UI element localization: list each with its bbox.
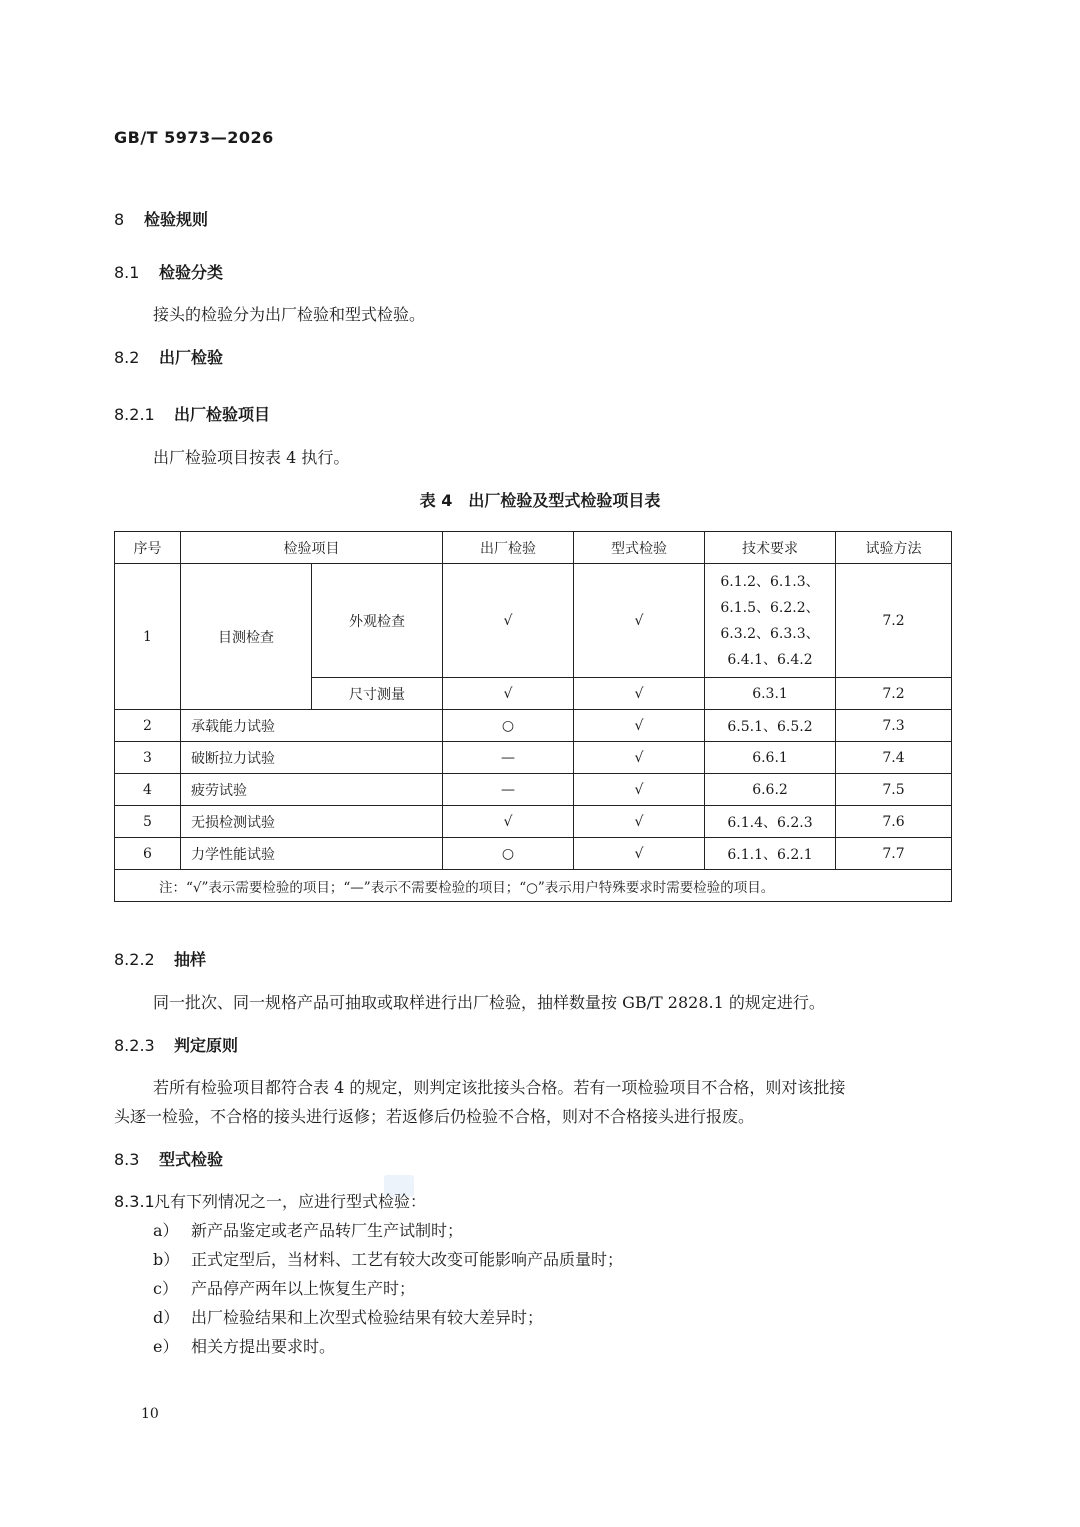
tech-line: 6.1.5、6.2.2、 (720, 599, 820, 616)
list-label: c） (153, 1279, 178, 1298)
cell-tech: 6.5.1、6.5.2 (705, 710, 836, 742)
section-8-2-1-heading (114, 402, 270, 425)
cell-type: √ (574, 838, 705, 870)
list-text: 相关方提出要求时。 (191, 1337, 336, 1356)
list-label: a） (153, 1221, 179, 1240)
list-label: e） (153, 1337, 179, 1356)
cell-tech: 6.6.2 (705, 774, 836, 806)
table-row (115, 806, 952, 838)
cell-method: 7.7 (836, 838, 952, 870)
table-caption: 表 4 出厂检验及型式检验项目表 (419, 491, 661, 510)
list-text: 出厂检验结果和上次型式检验结果有较大差异时； (191, 1308, 544, 1327)
inspection-items-table (114, 531, 952, 902)
cell-tech: 6.1.1、6.2.1 (705, 838, 836, 870)
cell-method: 7.2 (836, 678, 952, 710)
cell-no: 1 (115, 564, 181, 710)
cell-method: 7.6 (836, 806, 952, 838)
table-note: 注：“√”表示需要检验的项目；“—”表示不需要检验的项目；“○”表示用户特殊要求时需要检验的项目。 (115, 870, 952, 902)
cell-tech: 6.6.1 (705, 742, 836, 774)
header-no: 序号 (115, 532, 181, 564)
cell-method: 7.2 (836, 564, 952, 678)
tech-line: 6.4.1、6.4.2 (727, 651, 813, 668)
cell-item: 力学性能试验 (181, 838, 443, 870)
list-item (153, 1305, 753, 1329)
cell-factory: √ (443, 564, 574, 678)
section-number: 8.2 (114, 348, 140, 367)
section-number: 8.2.1 (114, 405, 155, 424)
section-number: 8.3 (114, 1150, 140, 1169)
cell-no: 4 (115, 774, 181, 806)
section-title: 型式检验 (159, 1150, 224, 1169)
cell-item: 疲劳试验 (181, 774, 443, 806)
list-item (153, 1218, 753, 1242)
header-factory: 出厂检验 (443, 532, 574, 564)
section-title: 判定原则 (174, 1036, 239, 1055)
list-text: 正式定型后，当材料、工艺有较大改变可能影响产品质量时； (191, 1250, 624, 1269)
cell-factory: ○ (443, 838, 574, 870)
cell-tech: 6.3.1 (705, 678, 836, 710)
section-number: 8.2.2 (114, 950, 155, 969)
section-number: 8.3.1 (114, 1192, 155, 1211)
table-row (115, 564, 952, 678)
cell-method: 7.3 (836, 710, 952, 742)
list-item (153, 1276, 753, 1300)
section-8-1-heading (114, 260, 223, 283)
header-method: 试验方法 (836, 532, 952, 564)
list-item (153, 1334, 753, 1358)
section-8-3-1-intro (114, 1189, 426, 1212)
cell-type: √ (574, 678, 705, 710)
table-row (115, 710, 952, 742)
tech-line: 6.1.2、6.1.3、 (720, 573, 820, 590)
table-row (115, 774, 952, 806)
cell-factory: √ (443, 678, 574, 710)
section-number: 8 (114, 210, 125, 229)
list-label: d） (153, 1308, 180, 1327)
intro-text: 凡有下列情况之一，应进行型式检验： (154, 1192, 427, 1211)
section-8-3-heading (114, 1147, 223, 1170)
section-8-2-3-body-line1: 若所有检验项目都符合表 4 的规定，则判定该批接头合格。若有一项检验项目不合格，则对该批接 (153, 1078, 846, 1097)
section-title: 出厂检验 (159, 348, 224, 367)
section-8-2-3-heading (114, 1033, 238, 1056)
cell-type: √ (574, 774, 705, 806)
list-label: b） (153, 1250, 180, 1269)
section-8-2-heading (114, 345, 223, 368)
cell-type: √ (574, 742, 705, 774)
list-text: 产品停产两年以上恢复生产时； (191, 1279, 416, 1298)
cell-item: 无损检测试验 (181, 806, 443, 838)
cell-subitem: 外观检查 (312, 564, 443, 678)
section-title: 检验分类 (159, 263, 224, 282)
list-item (153, 1247, 753, 1271)
cell-group: 目测检查 (181, 564, 312, 710)
header-tech: 技术要求 (705, 532, 836, 564)
cell-method: 7.4 (836, 742, 952, 774)
section-title: 抽样 (174, 950, 207, 969)
header-item: 检验项目 (181, 532, 443, 564)
cell-subitem: 尺寸测量 (312, 678, 443, 710)
cell-no: 6 (115, 838, 181, 870)
cell-tech: 6.1.4、6.2.3 (705, 806, 836, 838)
page-number: 10 (141, 1406, 159, 1422)
section-8-2-2-body: 同一批次、同一规格产品可抽取或取样进行出厂检验，抽样数量按 GB/T 2828.1 的规定进行。 (153, 993, 825, 1012)
section-8-2-1-body: 出厂检验项目按表 4 执行。 (153, 448, 350, 467)
cell-no: 3 (115, 742, 181, 774)
section-8-1-body: 接头的检验分为出厂检验和型式检验。 (153, 305, 426, 324)
cell-no: 5 (115, 806, 181, 838)
table-note-row (115, 870, 952, 902)
cell-tech (705, 564, 836, 678)
cell-type: √ (574, 564, 705, 678)
cell-type: √ (574, 710, 705, 742)
list-text: 新产品鉴定或老产品转厂生产试制时； (191, 1221, 464, 1240)
cell-factory: √ (443, 806, 574, 838)
cell-no: 2 (115, 710, 181, 742)
section-number: 8.2.3 (114, 1036, 155, 1055)
section-number: 8.1 (114, 263, 140, 282)
section-title: 检验规则 (144, 210, 209, 229)
table-row (115, 838, 952, 870)
section-8-2-3-body-line2: 头逐一检验，不合格的接头进行返修；若返修后仍检验不合格，则对不合格接头进行报废。 (114, 1107, 755, 1126)
cell-factory: — (443, 774, 574, 806)
cell-item: 承载能力试验 (181, 710, 443, 742)
standard-code: GB/T 5973—2026 (114, 128, 274, 147)
cell-method: 7.5 (836, 774, 952, 806)
cell-type: √ (574, 806, 705, 838)
section-title: 出厂检验项目 (174, 405, 271, 424)
cell-item: 破断拉力试验 (181, 742, 443, 774)
section-8-heading (114, 207, 208, 230)
table-header-row (115, 532, 952, 564)
table-row (115, 742, 952, 774)
section-8-2-2-heading (114, 947, 206, 970)
header-type: 型式检验 (574, 532, 705, 564)
cell-factory: ○ (443, 710, 574, 742)
tech-line: 6.3.2、6.3.3、 (720, 625, 820, 642)
cell-factory: — (443, 742, 574, 774)
